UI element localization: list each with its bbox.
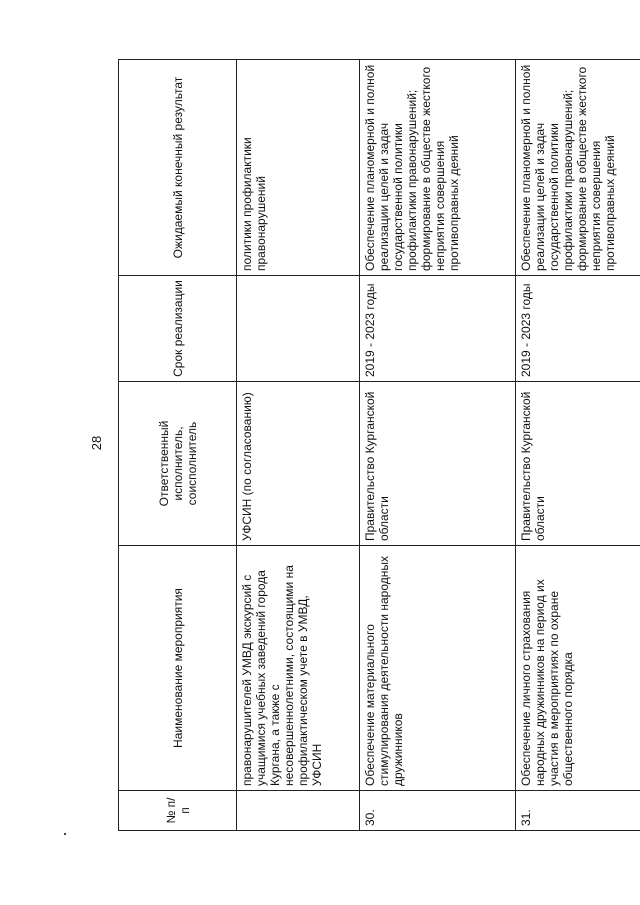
page-number: 28 — [89, 435, 104, 451]
cell-executor: Правительство Курганской области — [360, 382, 516, 546]
header-num: № п/п — [119, 791, 237, 831]
cell-result: Обеспечение планомерной и полной реализации целей и задач государственной политики профилактики правонарушений; формирование в обществе жесткого неприятия совершения противоправных деяний — [360, 60, 516, 276]
scan-speck — [64, 833, 66, 835]
cell-term — [237, 276, 360, 382]
cell-name: Обеспечение личного страхования народных дружинников на период их участия в мероприятиях по охране общественного порядка — [516, 546, 640, 791]
cell-name: правонарушителей УМВД экскурсий с учащимися учебных заведений города Кургана, а также с несовершеннолетними, состоящими на профилактическом учете в УМВД, УФСИН — [237, 546, 360, 791]
cell-num: 31. — [516, 791, 640, 831]
header-name: Наименование мероприятия — [119, 546, 237, 791]
cell-name: Обеспечение материального стимулирования деятельности народных дружинников — [360, 546, 516, 791]
header-result: Ожидаемый конечный результат — [119, 60, 237, 276]
table-row — [360, 60, 516, 831]
cell-executor: Правительство Курганской области — [516, 382, 640, 546]
cell-term: 2019 - 2023 годы — [360, 276, 516, 382]
table-rotation-frame — [118, 60, 617, 831]
table-row — [516, 60, 640, 831]
cell-result: Обеспечение планомерной и полной реализации целей и задач государственной политики профилактики правонарушений; формирование в обществе жесткого неприятия совершения противоправных деяний — [516, 60, 640, 276]
cell-num — [237, 791, 360, 831]
table-header-row — [119, 60, 237, 831]
header-executor: Ответственный исполнитель, соисполнитель — [119, 382, 237, 546]
rotated-table-wrapper — [118, 60, 617, 831]
header-term: Срок реализации — [119, 276, 237, 382]
cell-num: 30. — [360, 791, 516, 831]
table-row — [237, 60, 360, 831]
measures-table — [118, 59, 640, 831]
cell-term: 2019 - 2023 годы — [516, 276, 640, 382]
cell-result: политики профилактики правонарушений — [237, 60, 360, 276]
cell-executor: УФСИН (по согласованию) — [237, 382, 360, 546]
